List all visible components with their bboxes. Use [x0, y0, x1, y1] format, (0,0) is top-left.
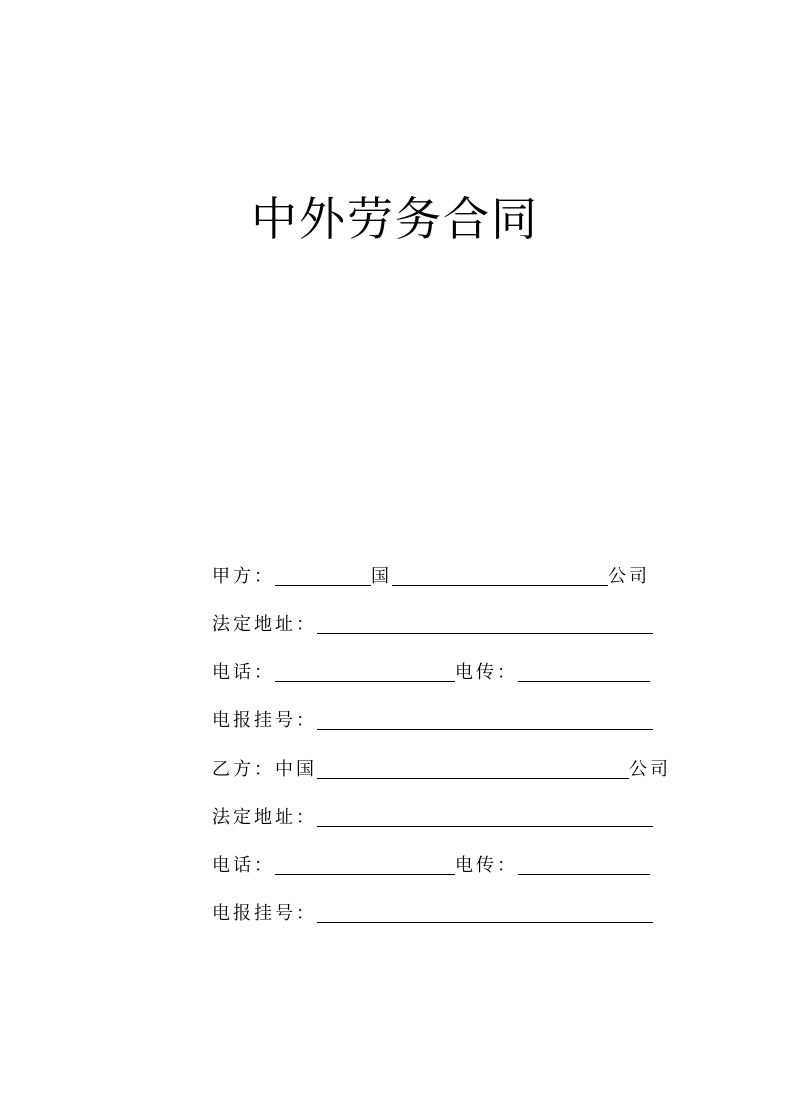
party-a-company-blank[interactable] — [392, 565, 608, 586]
party-a-fax-label: 电传： — [455, 662, 518, 683]
party-b-label: 乙方：中国 — [212, 759, 317, 780]
party-b-address-label: 法定地址： — [212, 807, 317, 828]
party-a-address-row — [212, 610, 653, 636]
party-b-phone-row — [212, 851, 650, 877]
party-a-country-suffix: 国 — [371, 566, 392, 587]
party-a-telegram-blank[interactable] — [317, 709, 653, 730]
party-b-phone-label: 电话： — [212, 855, 275, 876]
party-a-telegram-label: 电报挂号： — [212, 710, 317, 731]
party-b-company-blank[interactable] — [317, 758, 629, 779]
party-a-company-suffix: 公司 — [608, 566, 650, 587]
document-title: 中外劳务合同 — [251, 192, 539, 246]
party-b-address-blank[interactable] — [317, 806, 653, 827]
party-b-address-row — [212, 803, 653, 829]
party-a-country-blank[interactable] — [275, 565, 371, 586]
party-a-phone-row — [212, 658, 650, 684]
party-b-company-suffix: 公司 — [629, 759, 671, 780]
party-a-phone-label: 电话： — [212, 662, 275, 683]
party-a-fax-blank[interactable] — [518, 661, 650, 682]
party-a-label: 甲方： — [212, 566, 275, 587]
party-a-phone-blank[interactable] — [275, 661, 455, 682]
party-a-name-row — [212, 562, 650, 588]
party-b-telegram-label: 电报挂号： — [212, 903, 317, 924]
party-a-address-label: 法定地址： — [212, 614, 317, 635]
party-b-telegram-blank[interactable] — [317, 902, 653, 923]
party-a-address-blank[interactable] — [317, 613, 653, 634]
party-b-phone-blank[interactable] — [275, 854, 455, 875]
party-b-telegram-row — [212, 899, 653, 925]
party-b-fax-label: 电传： — [455, 855, 518, 876]
party-b-fax-blank[interactable] — [518, 854, 650, 875]
party-b-name-row — [212, 755, 671, 781]
party-a-telegram-row — [212, 706, 653, 732]
